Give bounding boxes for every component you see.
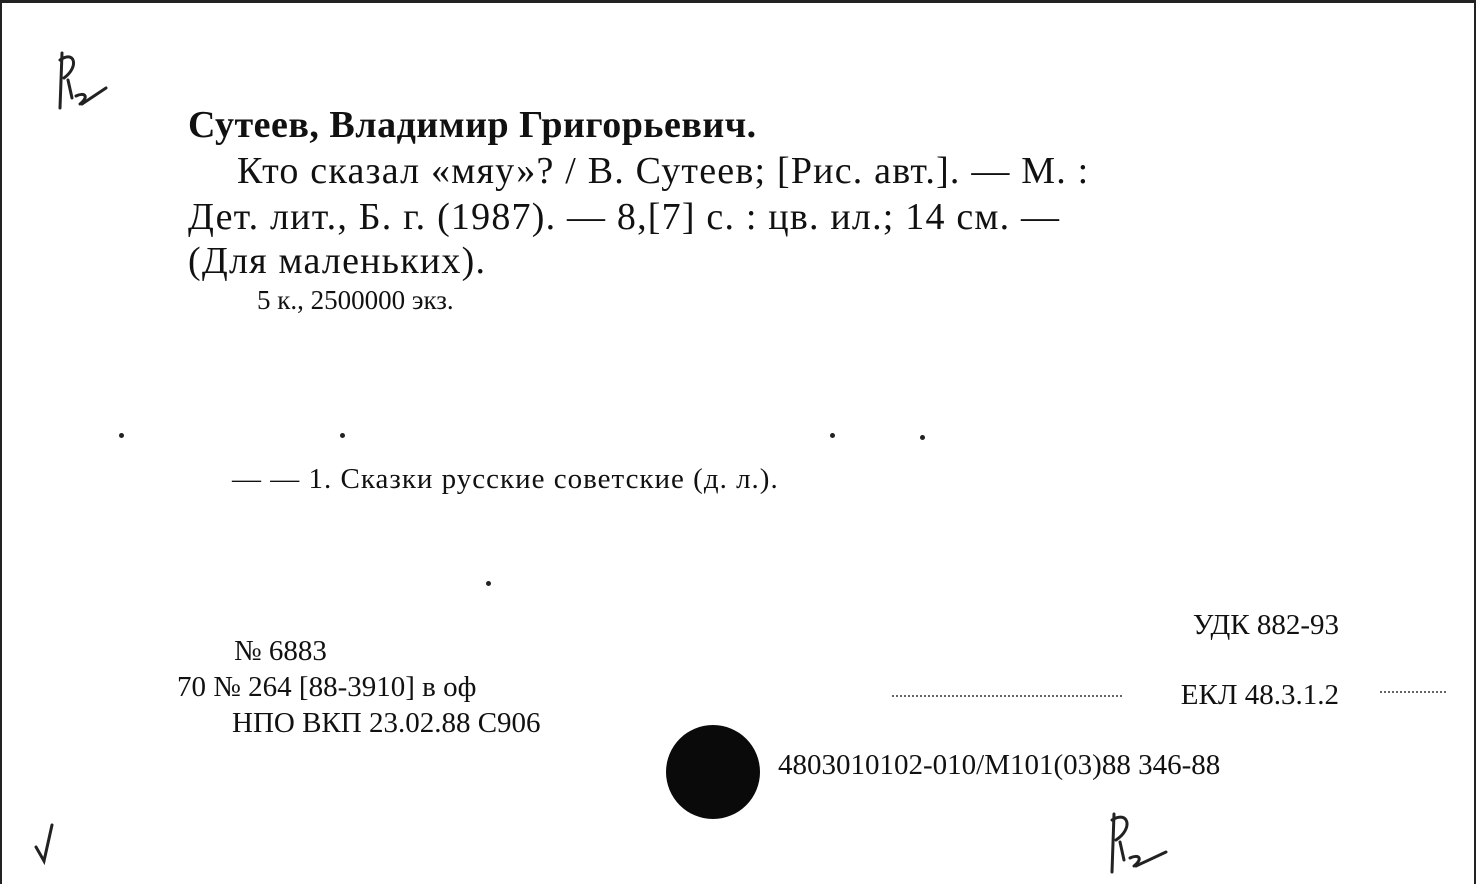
subject-heading: — — 1. Сказки русские советские (д. л.). <box>232 463 779 495</box>
title-line-1: Кто сказал «мяу»? / В. Сутеев; [Рис. авт.]. — М. : <box>237 150 1090 192</box>
udk-code: УДК 882-93 <box>1192 609 1339 641</box>
title-line-2: Дет. лит., Б. г. (1987). — 8,[7] с. : цв. ил.; 14 см. — <box>188 196 1061 238</box>
publisher-line: НПО ВКП 23.02.88 С906 <box>232 707 541 739</box>
speck <box>486 581 491 586</box>
speck <box>920 435 925 440</box>
card-number: № 6883 <box>234 635 327 667</box>
speck <box>119 433 124 438</box>
title-line-3: (Для маленьких). <box>188 240 487 282</box>
isbn-code: 4803010102-010/М101(03)88 346-88 <box>778 749 1221 781</box>
order-line: 70 № 264 [88-3910] в оф <box>177 671 477 703</box>
handwritten-mark-bottom-right-icon <box>1106 808 1176 878</box>
punch-hole <box>666 725 760 819</box>
speck <box>340 433 345 438</box>
speck <box>830 433 835 438</box>
handwritten-mark-top-left-icon <box>54 48 114 118</box>
ekl-code: ЕКЛ 48.3.1.2 <box>1180 679 1339 711</box>
author-heading: Сутеев, Владимир Григорьевич. <box>188 104 757 146</box>
price-print-run: 5 к., 2500000 экз. <box>257 285 454 315</box>
dotted-rule <box>1380 691 1446 693</box>
dotted-rule <box>892 695 1122 697</box>
checkmark-icon <box>32 821 72 871</box>
